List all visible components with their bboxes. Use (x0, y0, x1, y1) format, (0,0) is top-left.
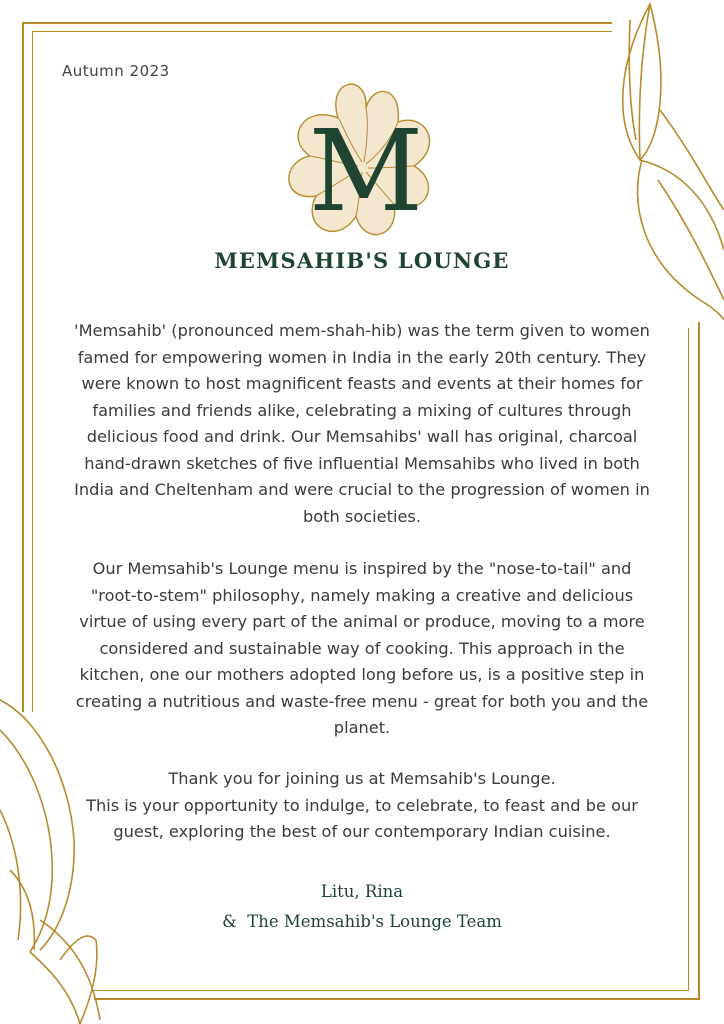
frame-bottom-inner (94, 990, 689, 991)
frame-bottom-outer (94, 998, 700, 1000)
philosophy-paragraph: Our Memsahib's Lounge menu is inspired by the "nose-to-tail" and "root-to-stem" philosophy, namely making a creative and delicious virtue of using every part of the animal or produce, moving to a more considered and sustainable way of cooking. This approach in the kitchen, one our mothers adopted long before us, is a positive step in creating a nutritious and waste-free menu - great for both you and the planet. (75, 559, 649, 737)
brand-name: MEMSAHIB'S LOUNGE (214, 248, 510, 273)
flower-icon (276, 78, 456, 248)
frame-left-inner (32, 31, 33, 712)
thank-you-paragraph (70, 766, 654, 846)
intro-paragraph: 'Memsahib' (pronounced mem-shah-hib) was the term given to women famed for empowering women in India in the early 20th century. They were known to host magnificent feasts and events at their homes for families and friends alike, celebrating a mixing of cultures through delicious food and drink. Our Memsahibs' wall has original, charcoal hand-drawn sketches of five influential Memsahibs who lived in both India and Cheltenham and were crucial to the progression of women in both societies. (74, 321, 650, 526)
thank-you-line: Thank you for joining us at Memsahib's Lounge. (168, 769, 556, 788)
frame-top-inner (32, 31, 612, 32)
frame-left-outer (22, 22, 24, 712)
invitation-line: This is your opportunity to indulge, to celebrate, to feast and be our guest, exploring the best of our contemporary Indian cuisine. (86, 795, 638, 841)
logo-monogram: M (308, 107, 424, 237)
brand-logo (276, 78, 456, 248)
leaf-top-right-icon (600, 0, 724, 330)
frame-top-outer (22, 22, 612, 24)
edition-date: Autumn 2023 (62, 62, 170, 80)
signature (0, 877, 724, 937)
signature-names: Litu, Rina (320, 882, 404, 901)
signature-team: & The Memsahib's Lounge Team (222, 912, 502, 931)
